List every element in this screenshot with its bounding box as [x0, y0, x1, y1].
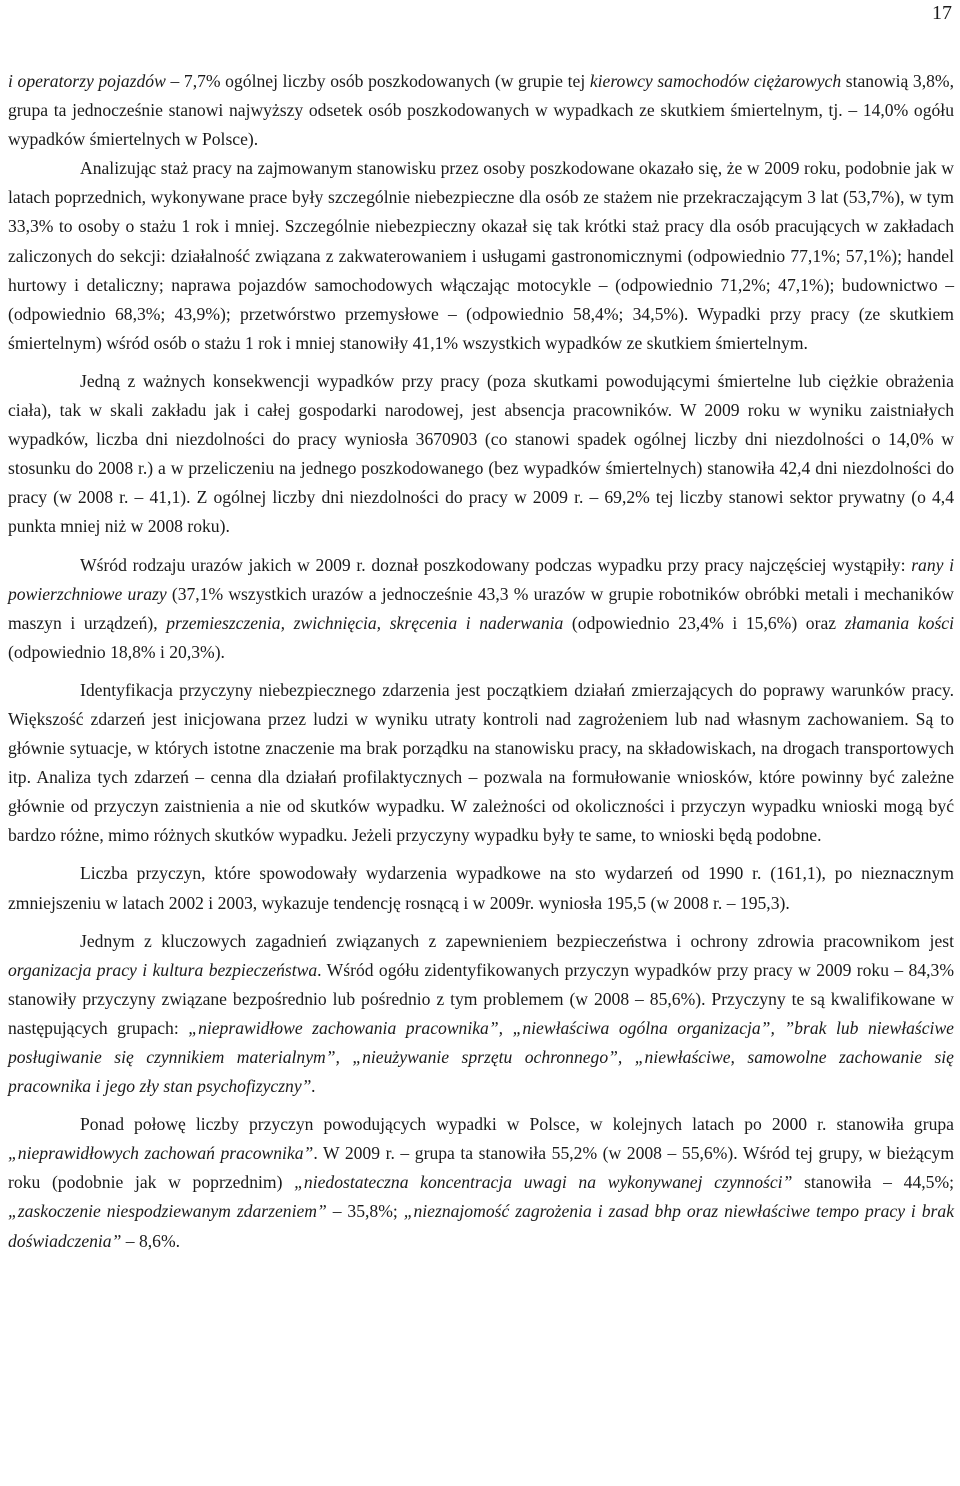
- italic-text: złamania kości: [844, 612, 954, 633]
- text-run: – 35,8%;: [326, 1201, 404, 1222]
- italic-text: „nieznajomość zagrożenia i zasad bhp oraz niewłaściwe tempo pracy i brak doświadczenia”: [8, 1201, 955, 1251]
- text-run: Analizując staż pracy na zajmowanym stanowisku przez osoby poszkodowane okazało się, że w 2009 roku, podobnie jak w latach poprzednich, wykonywane prace były szczególnie niebezpieczne dla osób ze stażem nie przekraczającym 3 lat (53,7%), w tym 33,3% to osoby o stażu 1 rok i mniej. Szczególnie niebezpieczny okazał się tak krótki staż pracy dla osób pracujących w zakładach zaliczonych do sekcji: działalność związana z zakwaterowaniem i usługami gastronomicznymi (odpowiednio 77,1%; 57,1%); handel hurtowy i detaliczny; naprawa pojazdów samochodowych włączając motocykle – (odpowiednio 71,2%; 47,1%); budownictwo – (odpowiednio 68,3%; 43,9%); przetwórstwo przemysłowe – (odpowiednio 58,4%; 34,5%). Wypadki przy pracy (ze skutkiem śmiertelnym) wśród osób o stażu 1 rok i mniej stanowiły 41,1% wszystkich wypadków ze skutkiem śmiertelnym.: [8, 158, 954, 353]
- paragraph: [8, 927, 954, 1102]
- text-run: stanowiła – 44,5%;: [792, 1172, 955, 1193]
- text-run: stanowią 3,8%, grupa ta jednocześnie stanowi najwyższy odsetek osób poszkodowanych w wypadkach ze skutkiem śmiertelnym, tj. – 14,0% ogółu wypadków śmiertelnych w Polsce).: [8, 71, 954, 150]
- paragraph: [8, 676, 954, 851]
- text-run: (odpowiednio 23,4% i 15,6%) oraz: [563, 612, 845, 633]
- text-run: Jedną z ważnych konsekwencji wypadków przy pracy (poza skutkami powodującymi śmiertelne lub ciężkie obrażenia ciała), tak w skali zakładu jak i całej gospodarki narodowej, jest absencja pracowników. W 2009 roku w wyniku zaistniałych wypadków, liczba dni niezdolności do pracy wyniosła 3670903 (co stanowi spadek ogólnej liczby dni niezdolności o 14,0% w stosunku do 2008 r.) a w przeliczeniu na jednego poszkodowanego (bez wypadków śmiertelnych) stanowiła 42,4 dni niezdolności do pracy (w 2008 r. – 41,1). Z ogólnej liczby dni niezdolności do pracy w 2009 r. – 69,2% tej liczby stanowi sektor prywatny (o 4,4 punkta mniej niż w 2008 roku).: [8, 370, 954, 537]
- paragraph: [8, 154, 954, 358]
- text-run: Jednym z kluczowych zagadnień związanych z zapewnieniem bezpieczeństwa i ochrony zdrowia pracownikom jest: [80, 930, 954, 951]
- body-text: [8, 67, 954, 1256]
- italic-text: „niedostateczna koncentracja uwagi na wykonywanej czynności”: [294, 1172, 793, 1193]
- italic-text: „zaskoczenie niespodziewanym zdarzeniem”: [8, 1201, 327, 1222]
- italic-text: rany i powierzchniowe urazy: [8, 554, 955, 604]
- italic-text: „nieprawidłowe zachowania pracownika”, „niewłaściwa ogólna organizacja”, ”brak lub niewłaściwe posługiwanie się czynnikiem materialnym”, „nieużywanie sprzętu ochronnego”, „niewłaściwe, samowolne zachowanie się pracownika i jego zły stan psychofizyczny”.: [8, 1017, 954, 1097]
- italic-text: „nieprawidłowych zachowań pracownika”: [8, 1143, 314, 1164]
- text-run: . Wśród ogółu zidentyfikowanych przyczyn wypadków przy pracy w 2009 roku – 84,3% stanowiły przyczyny związane bezpośrednio lub pośrednio z tym problemem (w 2008 – 85,6%). Przyczyny te są kwalifikowane w następujących grupach:: [8, 959, 955, 1038]
- text-run: Ponad połowę liczby przyczyn powodujących wypadki w Polsce, w kolejnych latach po 2000 r. stanowiła grupa: [80, 1114, 954, 1135]
- text-run: (odpowiednio 18,8% i 20,3%).: [8, 641, 225, 662]
- text-run: Liczba przyczyn, które spowodowały wydarzenia wypadkowe na sto wydarzeń od 1990 r. (161,1), po nieznacznym zmniejszeniu w latach 2002 i 2003, wykazuje tendencję rosnącą i w 2009r. wyniosła 195,5 (w 2008 r. – 195,3).: [8, 863, 954, 913]
- text-run: – 8,6%.: [121, 1230, 181, 1251]
- text-run: (37,1% wszystkich urazów a jednocześnie 43,3 % urazów w grupie robotników obróbki metali i mechaników maszyn i urządzeń),: [8, 583, 954, 633]
- paragraph: [8, 367, 954, 542]
- italic-text: i operatorzy pojazdów: [8, 71, 166, 91]
- italic-text: organizacja pracy i kultura bezpieczeństwa: [8, 959, 318, 980]
- text-run: Identyfikacja przyczyny niebezpiecznego zdarzenia jest początkiem działań zmierzających do poprawy warunków pracy. Większość zdarzeń jest inicjowana przez ludzi w wyniku utraty kontroli nad zagrożeniem lub nad własnym zachowaniem. Są to głównie sytuacje, w których istotne znaczenie ma brak porządku na stanowisku pracy, na składowiskach, na drogach transportowych itp. Analiza tych zdarzeń – cenna dla działań profilaktycznych – pozwala na formułowanie wniosków, które powinny być zależne głównie od przyczyn zaistnienia a nie od skutków wypadku. W zależności od okoliczności i przyczyn wypadku wnioski mogą być bardzo różne, mimo różnych skutków wypadku. Jeżeli przyczyny wypadku były te same, to wnioski będą podobne.: [8, 679, 954, 846]
- text-run: Wśród rodzaju urazów jakich w 2009 r. doznał poszkodowany podczas wypadku przy pracy najczęściej wystąpiły:: [80, 554, 912, 575]
- text-run: – 7,7% ogólnej liczby osób poszkodowanych (w grupie tej: [165, 71, 590, 91]
- page-number: 17: [932, 2, 952, 24]
- paragraph: [8, 1110, 954, 1255]
- italic-text: kierowcy samochodów ciężarowych: [589, 71, 842, 91]
- text-run: . W 2009 r. – grupa ta stanowiła 55,2% (w 2008 – 55,6%). Wśród tej grupy, w bieżącym roku (podobnie jak w poprzednim): [8, 1143, 955, 1193]
- paragraph: [8, 551, 954, 667]
- paragraph: [8, 67, 954, 154]
- italic-text: przemieszczenia, zwichnięcia, skręcenia i naderwania: [166, 612, 564, 633]
- paragraph: [8, 859, 954, 917]
